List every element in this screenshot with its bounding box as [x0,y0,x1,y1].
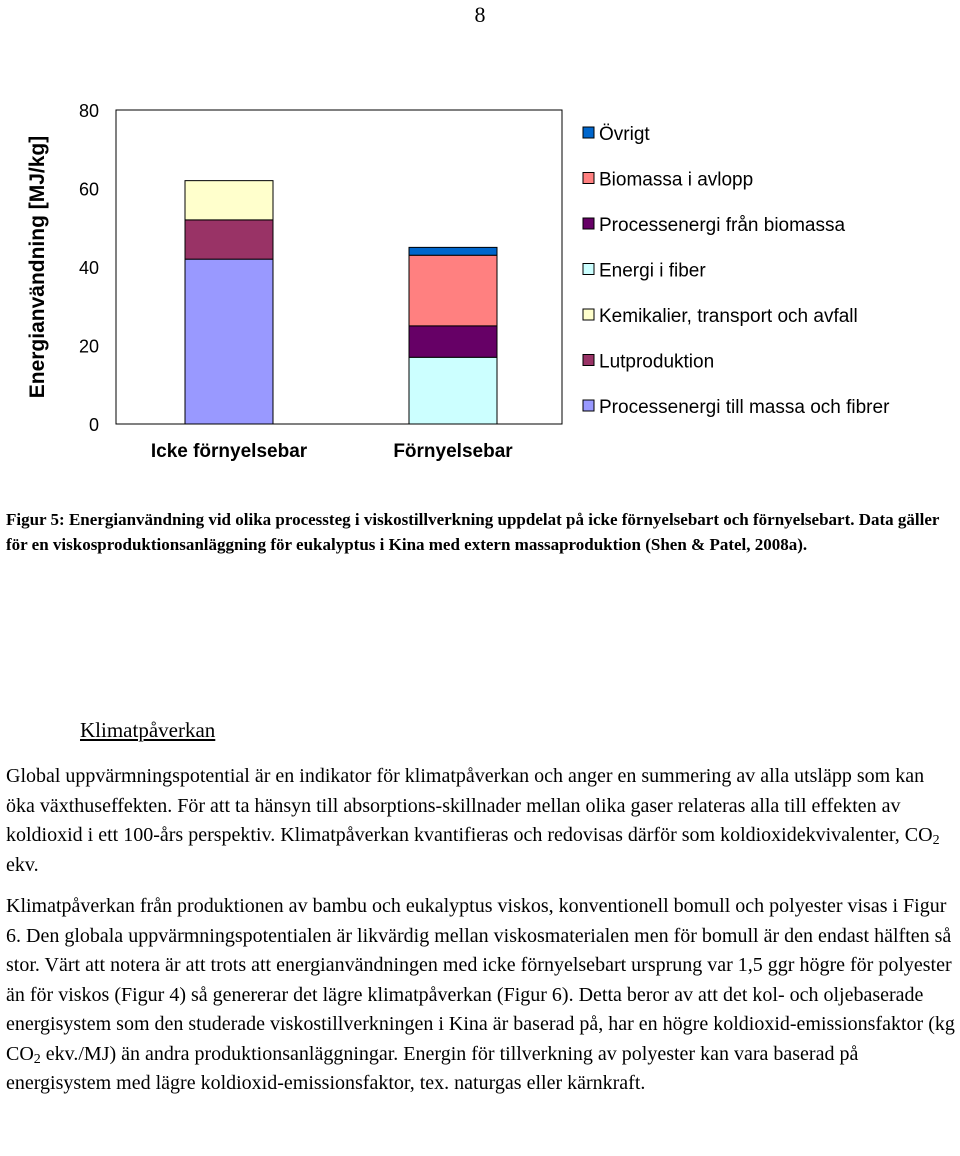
bar-segment [185,220,273,259]
paragraph-1-text: Global uppvärmningspotential är en indikator för klimatpåverkan och anger en summering av alla utsläpp som kan öka växthuseffekten. För att ta hänsyn till absorptions-skillnader mellan olika gaser relateras alla till effekten av koldioxid i ett 100-års perspektiv. Klimatpåverkan kvantifieras och redovisas därför som koldioxidekvivalenter, CO [6,765,933,846]
legend-label: Lutproduktion [599,351,715,373]
page-number: 8 [474,2,486,27]
y-tick-label: 60 [78,179,99,200]
legend-label: Processenergi till massa och fibrer [599,397,890,418]
paragraph-1-subscript: 2 [932,833,940,848]
legend-swatch [583,355,594,366]
paragraph-2-text: Klimatpåverkan från produktionen av bambu och eukalyptus viskos, konventionell bomull och polyester visas i Figur 6. Den globala uppvärmningspotentialen är likvärdig mellan viskosmaterialen men för bomull är den endast hälften så stor. Värt att notera är att trots att energianvändningen med icke förnyelsebart ursprung var 1,5 ggr högre för polyester än för viskos (Figur 4) så genererar det lägre klimatpåverkan (Figur 6). Detta beror av att det kol- och oljebaserade energisystem som den studerade viskostillverkningen i Kina är baserad på, har en högre koldioxid-emissionsfaktor (kg CO [6,895,955,1065]
legend-swatch [583,127,594,138]
stacked-bar-chart [0,80,960,480]
paragraph-1-text-end: ekv. [6,853,39,876]
legend-label: Energi i fiber [599,260,706,282]
legend-label: Biomassa i avlopp [599,169,754,191]
bar-segment [185,259,273,424]
paragraph-2-text-end: ekv./MJ) än andra produktionsanläggningar. Energin för tillverkning av polyester kan vara baserad på energisystem med lägre koldioxid-emissionsfaktor, tex. naturgas eller kärnkraft. [6,1042,859,1094]
y-tick-label: 40 [78,258,99,278]
bar-segment [409,326,497,357]
legend-swatch [583,173,594,184]
legend [583,124,890,418]
bar-segment [185,181,273,220]
legend-label: Övrigt [599,124,650,145]
caption-label: Figur 5: [6,510,65,529]
paragraph-2 [6,892,956,1099]
y-axis-label: Energianvändning [MJ/kg] [26,135,49,399]
bar-segment [409,247,497,255]
y-axis-label-group [26,136,49,399]
x-tick-label: Förnyelsebar [393,441,513,462]
legend-label: Kemikalier, transport och avfall [599,306,858,327]
section-heading: Klimatpåverkan [80,718,216,742]
y-axis-ticks [79,101,99,435]
x-tick-label: Icke förnyelsebar [150,441,308,462]
paragraph-1 [6,762,956,880]
x-axis-ticks [151,441,513,462]
legend-swatch [583,264,594,275]
y-tick-label: 20 [78,336,99,357]
bar-segment [409,357,497,424]
y-tick-label: 0 [88,415,99,435]
caption-text: Energianvändning vid olika processteg i viskostillverkning uppdelat på icke förnyelsebart och förnyelsebart. Data gäller för en viskosproduktionsanläggning för eukalyptus i Kina med extern massaproduktion (Shen & Patel, 2008a). [6,510,940,554]
legend-label: Processenergi från biomassa [599,215,846,236]
legend-swatch [583,309,594,320]
bars [185,181,497,424]
legend-swatch [583,400,594,411]
bar-segment [409,255,497,326]
figure-caption [6,507,954,557]
paragraph-2-subscript: 2 [33,1051,41,1067]
y-tick-label: 80 [78,101,99,121]
legend-swatch [583,218,594,229]
